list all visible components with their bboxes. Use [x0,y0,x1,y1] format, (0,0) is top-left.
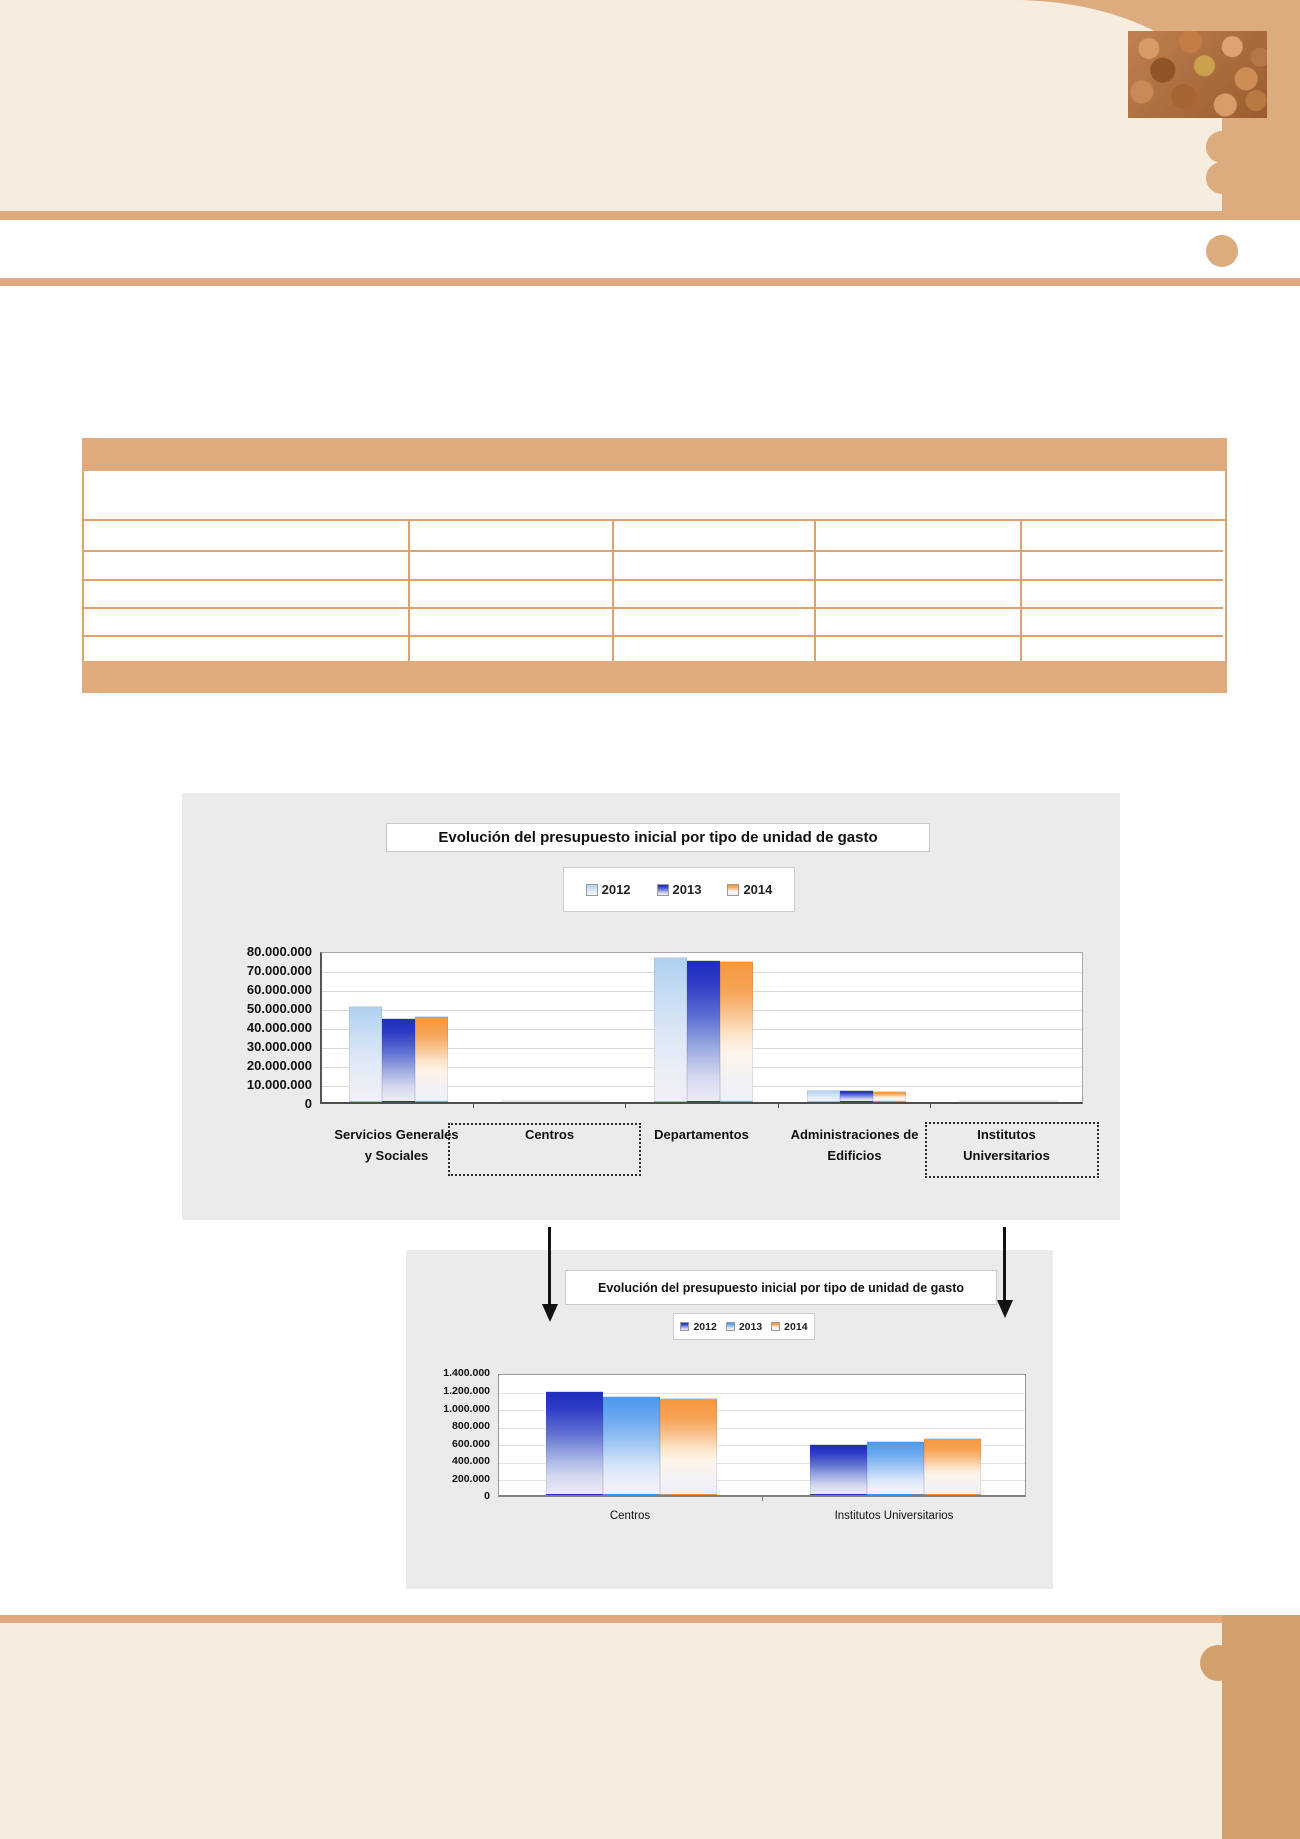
y-axis-tick-label: 20.000.000 [246,1057,312,1073]
table-cell [1020,550,1223,579]
table-cell [1020,607,1223,635]
bar-2014-3 [720,961,753,1102]
category-label: Centros [609,1510,651,1522]
arrow-down-icon [1003,1227,1006,1301]
legend-item [771,1321,807,1333]
table-cell [1020,579,1223,607]
legend-item [726,1321,762,1333]
arrow-down-icon [548,1227,551,1305]
bar-2014-2 [567,1100,600,1102]
bar-2014-2 [924,1438,981,1495]
table-cell [612,521,814,550]
table-cell [814,521,1020,550]
table-cell [408,521,612,550]
category-label: Institutos Universitarios [963,1127,1050,1163]
y-axis-tick-label: 30.000.000 [246,1038,312,1054]
table-cell [612,607,814,635]
table-cell [408,635,612,661]
y-axis-tick-label: 1.400.000 [443,1367,490,1380]
table-cell [84,579,408,607]
x-axis-tick [473,1104,474,1108]
y-axis-tick-label: 40.000.000 [246,1019,312,1035]
legend-label: 2014 [743,882,773,897]
table-cell [408,579,612,607]
legend-label: 2013 [672,882,702,897]
bar-2012-4 [807,1090,840,1102]
bar-2013-2 [867,1441,924,1495]
table-cell [612,550,814,579]
coins-photo [1128,31,1267,118]
chart-plot-area [320,952,1083,1104]
bottom-banner [0,1623,1300,1839]
legend-swatch-2013 [657,884,669,896]
y-axis-tick-label: 50.000.000 [246,1000,312,1016]
table-cell [814,635,1020,661]
table-footer-band [82,661,1227,693]
category-label: Centros [524,1127,575,1142]
table-cell [84,550,408,579]
legend-swatch-2012 [680,1322,689,1331]
chart-title: Evolución del presupuesto inicial por tipo de unidad de gasto [565,1270,997,1305]
y-axis-tick-label: 0 [304,1095,312,1111]
category-label: Administraciones de Edificios [790,1127,919,1163]
divider-bar-bottom [0,1615,1300,1623]
chart-legend [673,1313,815,1340]
budget-table [82,519,1227,663]
table-cell [408,550,612,579]
bar-2014-5 [1025,1100,1058,1102]
y-axis-tick-label: 60.000.000 [246,981,312,997]
bar-2013-2 [534,1100,567,1102]
legend-label: 2013 [738,1320,763,1333]
y-axis-tick-label: 80.000.000 [246,943,312,959]
legend-label: 2012 [693,1320,717,1333]
table-cell [612,635,814,661]
y-axis-tick-label: 1.000.000 [443,1402,490,1415]
bar-2013-3 [687,960,720,1102]
table-header-band [82,438,1227,471]
x-axis-tick [762,1497,763,1501]
divider-line-top [0,278,1300,286]
y-axis-tick-label: 0 [484,1490,490,1503]
legend-swatch-2012 [586,884,598,896]
accent-bump-icon [1206,162,1238,194]
category-label: Institutos Universitarios [834,1510,954,1522]
bar-2014-1 [660,1398,717,1495]
y-axis-tick-label: 200.000 [452,1472,490,1485]
legend-item [586,882,631,897]
y-axis-tick-label: 600.000 [452,1437,490,1450]
legend-swatch-2014 [771,1322,780,1331]
y-axis-tick-label: 70.000.000 [246,962,312,978]
accent-bump-icon [1206,131,1238,163]
bar-2012-1 [546,1391,603,1495]
legend-swatch-2014 [727,884,739,896]
y-axis-tick-label: 1.200.000 [443,1385,490,1398]
bar-2012-1 [349,1006,382,1102]
divider-bar-top [0,211,1300,220]
table-cell [814,579,1020,607]
arrow-down-icon [542,1304,558,1322]
accent-circle-icon [1206,235,1238,267]
y-axis-tick-label: 10.000.000 [246,1076,312,1092]
bar-2014-4 [873,1091,906,1102]
legend-item [727,882,772,897]
table-cell [814,550,1020,579]
legend-item [657,882,702,897]
legend-swatch-2013 [726,1322,735,1331]
arrow-down-icon [997,1300,1013,1318]
bar-2012-2 [501,1100,534,1102]
table-cell [84,635,408,661]
accent-bump-icon [1200,1645,1236,1681]
table-cell [84,521,408,550]
bar-2012-3 [654,957,687,1102]
bar-2014-1 [415,1016,448,1102]
category-label: Departamentos [654,1127,749,1142]
table-cell [408,607,612,635]
bar-2013-1 [603,1396,660,1495]
bar-2012-2 [810,1444,867,1495]
table-subheader-row [82,471,1227,519]
table-cell [612,579,814,607]
category-label: Servicios Generales y Sociales [334,1127,459,1163]
bar-2012-5 [959,1100,992,1102]
table-cell [1020,635,1223,661]
right-accent-strip-bottom [1222,1615,1300,1839]
table-cell [814,607,1020,635]
bar-2013-5 [992,1100,1025,1102]
x-axis-tick [778,1104,779,1108]
x-axis-tick [930,1104,931,1108]
chart-legend [563,867,795,912]
chart-plot-area [498,1374,1026,1497]
legend-label: 2012 [601,882,631,897]
legend-item [680,1321,716,1333]
bar-2013-4 [840,1090,873,1102]
x-axis-tick [625,1104,626,1108]
legend-label: 2014 [784,1320,808,1333]
y-axis-tick-label: 800.000 [452,1420,490,1433]
table-cell [1020,521,1223,550]
bar-2013-1 [382,1018,415,1102]
y-axis-tick-label: 400.000 [452,1455,490,1468]
chart-title: Evolución del presupuesto inicial por tipo de unidad de gasto [386,823,930,852]
table-cell [84,607,408,635]
